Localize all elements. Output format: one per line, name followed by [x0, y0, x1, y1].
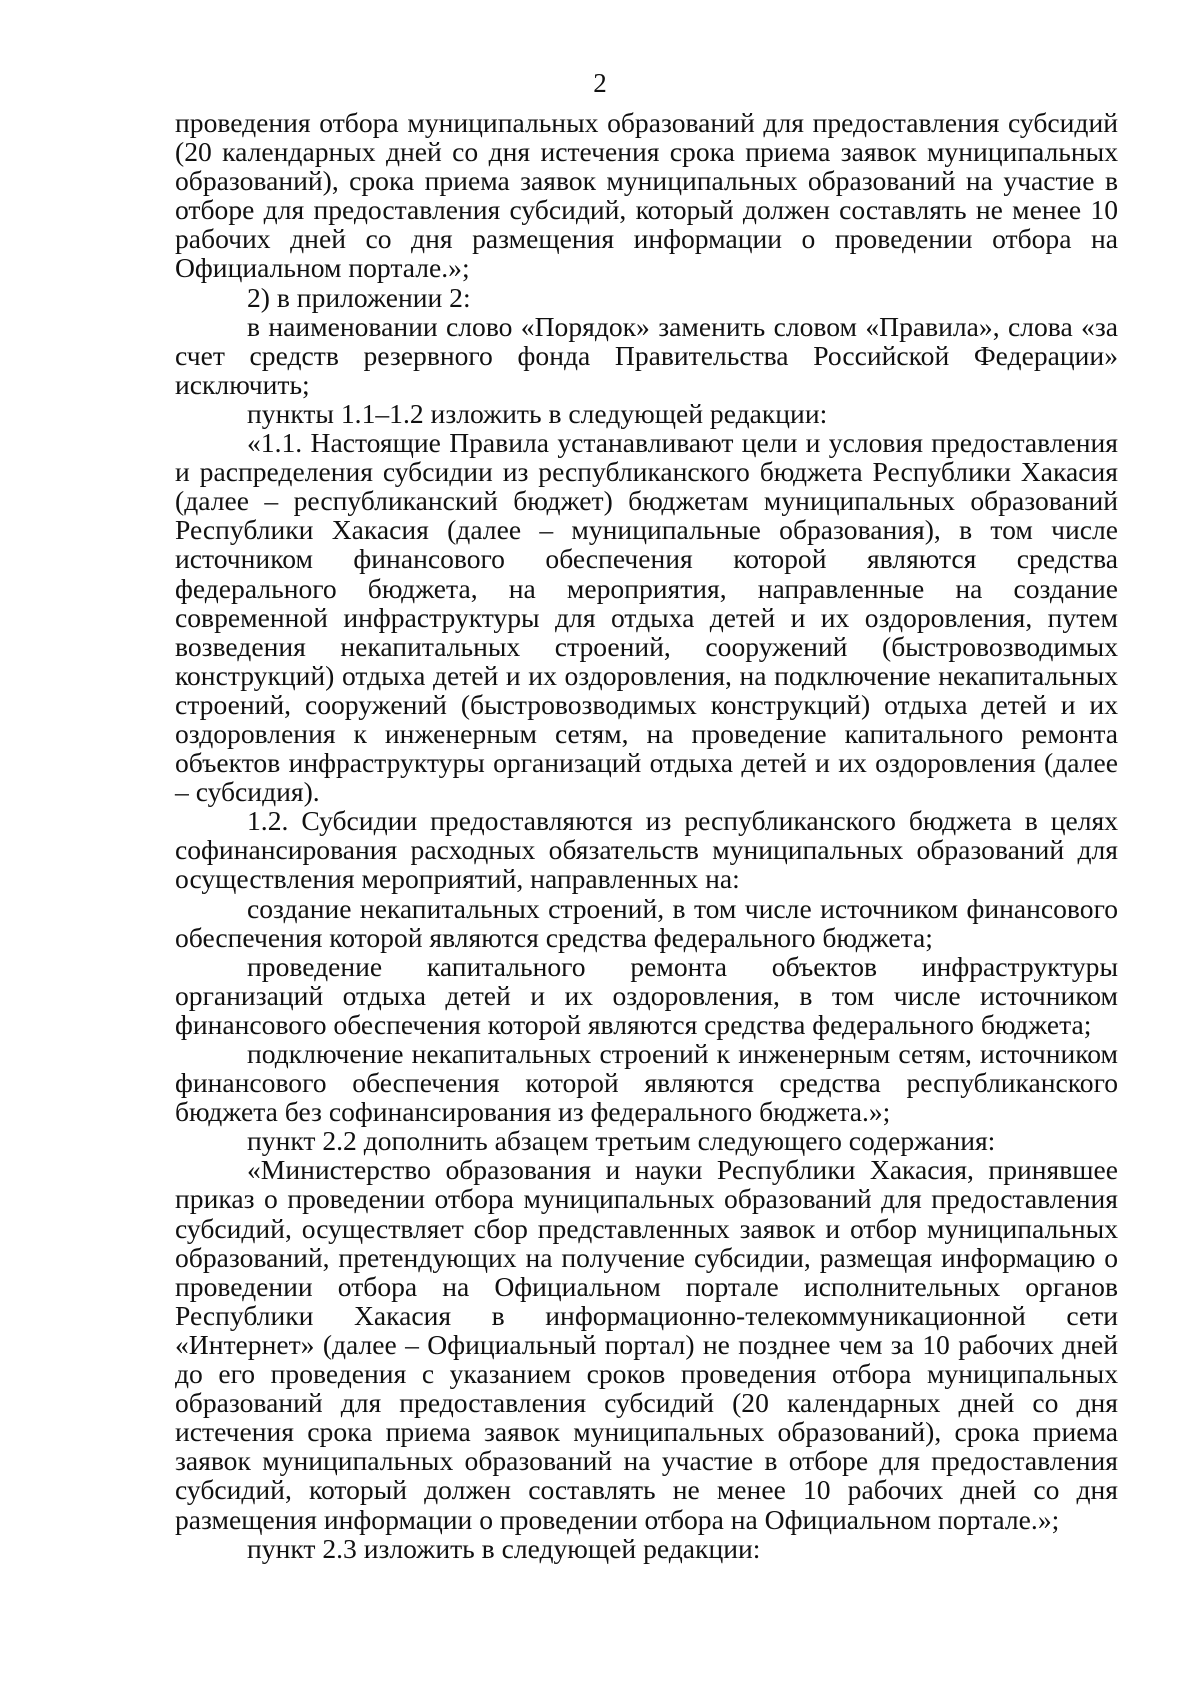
paragraph: 2) в приложении 2: — [247, 281, 471, 313]
page-number: 2 — [593, 68, 607, 98]
paragraph: «Министерство образования и науки Республики Хакасия, принявшее приказ о проведении отбора муниципальных образований для предоставления субсидий, осуществляет сбор представленных заявок и отбор муниципальных образований, претендующих на получение субсидии, размещая информацию о проведении отбора на Официальном портале исполнительных органов Республики Хакасия в информационно-телекоммуникационной сети «Интернет» (далее – Официальный портал) не позднее чем за 10 рабочих дней до его проведения с указанием сроков проведения отбора муниципальных образований для предоставления субсидий (20 календарных дней со дня истечения срока приема заявок муниципальных образований), срока приема заявок муниципальных образований на участие в отборе для предоставления субсидий, который должен составлять не менее 10 рабочих дней со дня размещения информации о проведении отбора на Официальном портале.»; — [175, 1154, 1118, 1535]
paragraph: 1.2. Субсидии предоставляются из республиканского бюджета в целях софинансирования расходных обязательств муниципальных образований для осуществления мероприятий, направленных на: — [175, 805, 1118, 895]
paragraph: пункты 1.1–1.2 изложить в следующей редакции: — [247, 397, 828, 429]
paragraph: проведение капитального ремонта объектов инфраструктуры организаций отдыха детей и их оздоровления, в том числе источником финансового обеспечения которой являются средства федерального бюджета; — [175, 950, 1118, 1040]
document-body — [175, 108, 1118, 1563]
paragraph: проведения отбора муниципальных образований для предоставления субсидий (20 календарных дней со дня истечения срока приема заявок муниципальных образований), срока приема заявок муниципальных образований на участие в отборе для предоставления субсидий, который должен составлять не менее 10 рабочих дней со дня размещения информации о проведении отбора на Официальном портале.»; — [175, 107, 1118, 284]
paragraph: пункт 2.3 изложить в следующей редакции: — [247, 1532, 761, 1564]
paragraph: подключение некапитальных строений к инженерным сетям, источником финансового обеспечения которой являются средства республиканского бюджета без софинансирования из федерального бюджета.»; — [175, 1038, 1118, 1128]
paragraph: пункт 2.2 дополнить абзацем третьим следующего содержания: — [247, 1125, 996, 1157]
paragraph: «1.1. Настоящие Правила устанавливают цели и условия предоставления и распределения субсидии из республиканского бюджета Республики Хакасия (далее – республиканский бюджет) бюджетам муниципальных образований Республики Хакасия (далее – муниципальные образования), в том числе источником финансового обеспечения которой являются средства федерального бюджета, на мероприятия, направленные на создание современной инфраструктуры для отдыха детей и их оздоровления, путем возведения некапитальных строений, сооружений (быстровозводимых конструкций) отдыха детей и их оздоровления, на подключение некапитальных строений, сооружений (быстровозводимых конструкций) отдыха детей и их оздоровления к инженерным сетям, на проведение капитального ремонта объектов инфраструктуры организаций отдыха детей и их оздоровления (далее – субсидия). — [175, 427, 1118, 808]
paragraph: в наименовании слово «Порядок» заменить словом «Правила», слова «за счет средств резервного фонда Правительства Российской Федерации» исключить; — [175, 310, 1118, 400]
paragraph: создание некапитальных строений, в том числе источником финансового обеспечения которой являются средства федерального бюджета; — [175, 892, 1118, 953]
